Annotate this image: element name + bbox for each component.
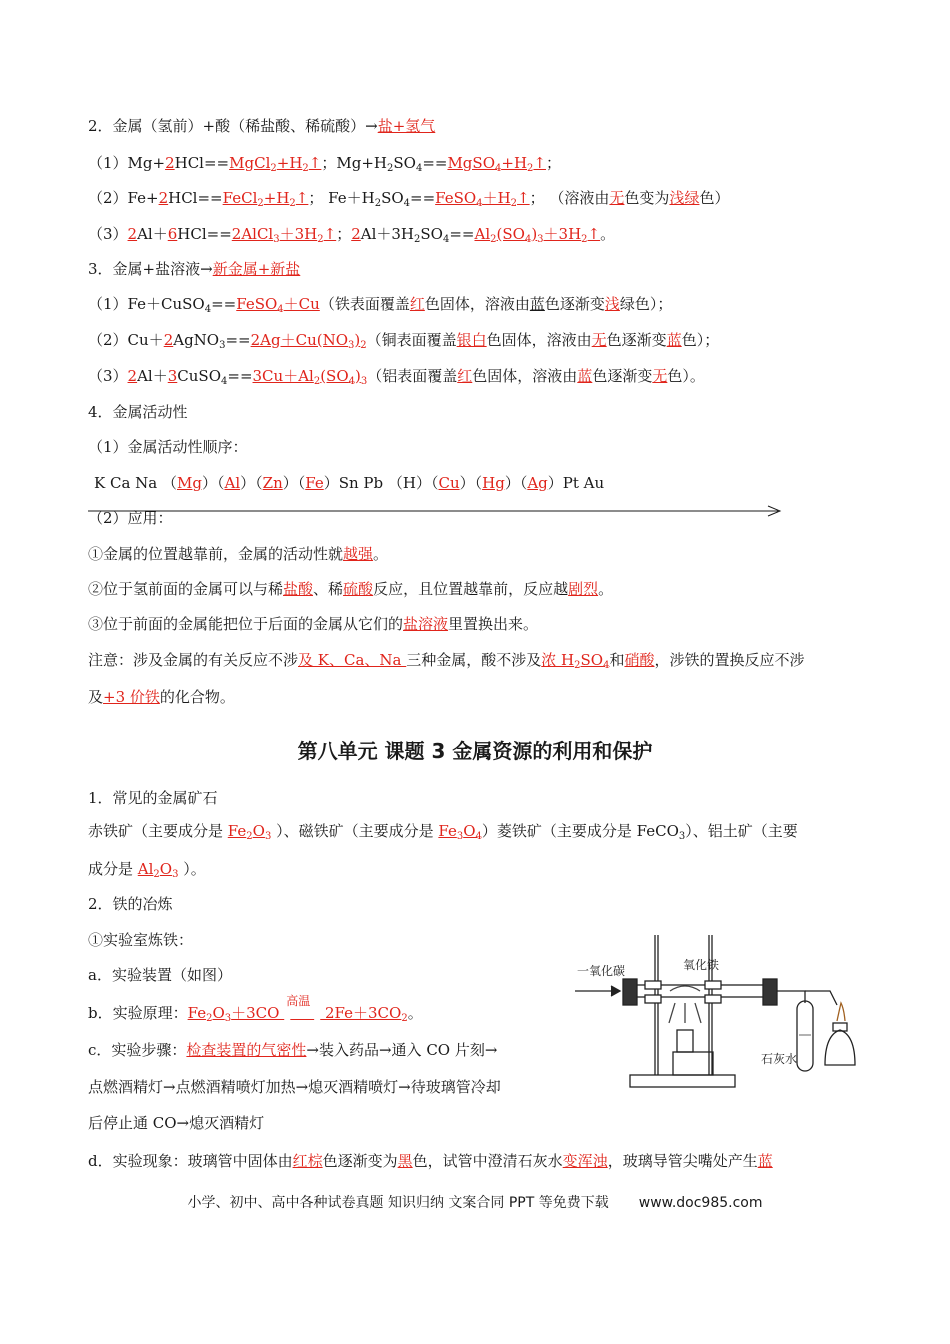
s4-order-label: （1）金属活动性顺序：	[88, 438, 248, 456]
s2-line-1: $(1)Mg+2HCl==MgCl_2+H_2↑$；$Mg+H_2SO_4==MgSO_4+H_2↑$；	[88, 154, 561, 174]
note-line-1: 注意：涉及金属的有关反应不涉及 K、Ca、Na 三种金属，酸不涉及浓 $H_2SO_4$和硝酸，涉铁的置换反应不涉	[88, 651, 805, 671]
s4-apply-label: （2）应用：	[88, 509, 173, 527]
s3-line-2: $(2)Cu+2AgNO_3==2Ag+Cu(NO_3)_2$（铜表面覆盖银白色固体，溶液由无色逐渐变蓝色）；	[88, 331, 720, 351]
smelt-b: b．实验原理：$Fe_2O_3+3CO$ 高温 $2Fe+3CO_2$。	[88, 994, 423, 1024]
ores-line-1: 赤铁矿（主要成分是 $Fe_2O_3$ ）、磁铁矿（主要成分是 $Fe_3O_4$）菱铁矿（主要成分是 FeCO$_3$）、铝土矿（主要	[88, 822, 798, 842]
note-line-2: 及+3 价铁的化合物。	[88, 688, 235, 706]
s3-line-1: （1）Fe＋CuSO$_4$==FeSO$_4$＋Cu（铁表面覆盖红色固体，溶液由蓝色逐渐变浅绿色）；	[88, 295, 673, 315]
s3-line-3: $(3)2Al+3CuSO_4==3Cu+Al_2(SO_4)_3$（铝表面覆盖红色固体，溶液由蓝色逐渐变无色）。	[88, 367, 705, 387]
s3-heading: 3．金属+盐溶液→新金属+新盐	[88, 260, 301, 278]
s2-line-2: $(2)Fe+2HCl==FeCl_2+H_2↑$； $Fe+H_2SO_4==FeSO_4+H_2↑$； （溶液由无色变为浅绿色）	[88, 189, 730, 209]
ores-line-2: 成分是 $Al_2O_3$ ）。	[88, 860, 206, 880]
ores-heading: 1．常见的金属矿石	[88, 789, 218, 807]
page-footer	[0, 1192, 950, 1212]
smelt-c3: 后停止通 CO→熄灭酒精灯	[88, 1114, 265, 1132]
activity-arrow	[88, 505, 788, 517]
footer-text: 小学、初中、高中各种试卷真题 知识归纳 文案合同 PPT 等免费下载	[187, 1195, 609, 1211]
smelt-a: a．实验装置（如图）	[88, 966, 232, 984]
apply-1: ①金属的位置越靠前，金属的活动性就越强。	[88, 545, 389, 563]
s4-heading: 4．金属活动性	[88, 403, 188, 421]
co-label: 一氧化碳	[577, 964, 626, 978]
limewater-label: 石灰水	[761, 1052, 798, 1066]
smelt-heading: 2．铁的冶炼	[88, 895, 173, 913]
answer: 盐+氢气	[377, 117, 436, 135]
unit-title: 第八单元 课题 3 金属资源的利用和保护	[297, 739, 653, 763]
smelt-c2: 点燃酒精灯→点燃酒精喷灯加热→熄灭酒精喷灯→待玻璃管冷却	[88, 1078, 501, 1096]
s2-line-3: $(3)2Al+6HCl==2AlCl_3+3H_2↑$；$2Al+3H_2SO_4==Al_2(SO_4)_3+3H_2↑$。	[88, 225, 616, 245]
footer-site[interactable]: www.doc985.com	[638, 1195, 763, 1211]
smelt-c1: c．实验步骤：检查装置的气密性→装入药品→通入 CO 片刻→	[88, 1041, 498, 1059]
smelt-d: d．实验现象：玻璃管中固体由红棕色逐渐变为黑色，试管中澄清石灰水变浑浊，玻璃导管尖嘴处产生蓝	[88, 1152, 773, 1170]
iron-smelting-apparatus-figure	[575, 935, 865, 1095]
apply-2: ②位于氢前面的金属可以与稀盐酸、稀硫酸反应，且位置越靠前，反应越剧烈。	[88, 580, 614, 598]
s2-heading: 2．金属（氢前）+酸（稀盐酸、稀硫酸）→盐+氢气	[88, 117, 436, 135]
activity-series: K Ca Na （Mg）（Al）（Zn）（Fe）Sn Pb （H）（Cu）（Hg）（Ag）Pt Au	[94, 474, 605, 492]
fe2o3-label: 氧化铁	[683, 958, 720, 972]
smelt-lab: ①实验室炼铁：	[88, 931, 194, 949]
apply-3: ③位于前面的金属能把位于后面的金属从它们的盐溶液里置换出来。	[88, 615, 539, 633]
